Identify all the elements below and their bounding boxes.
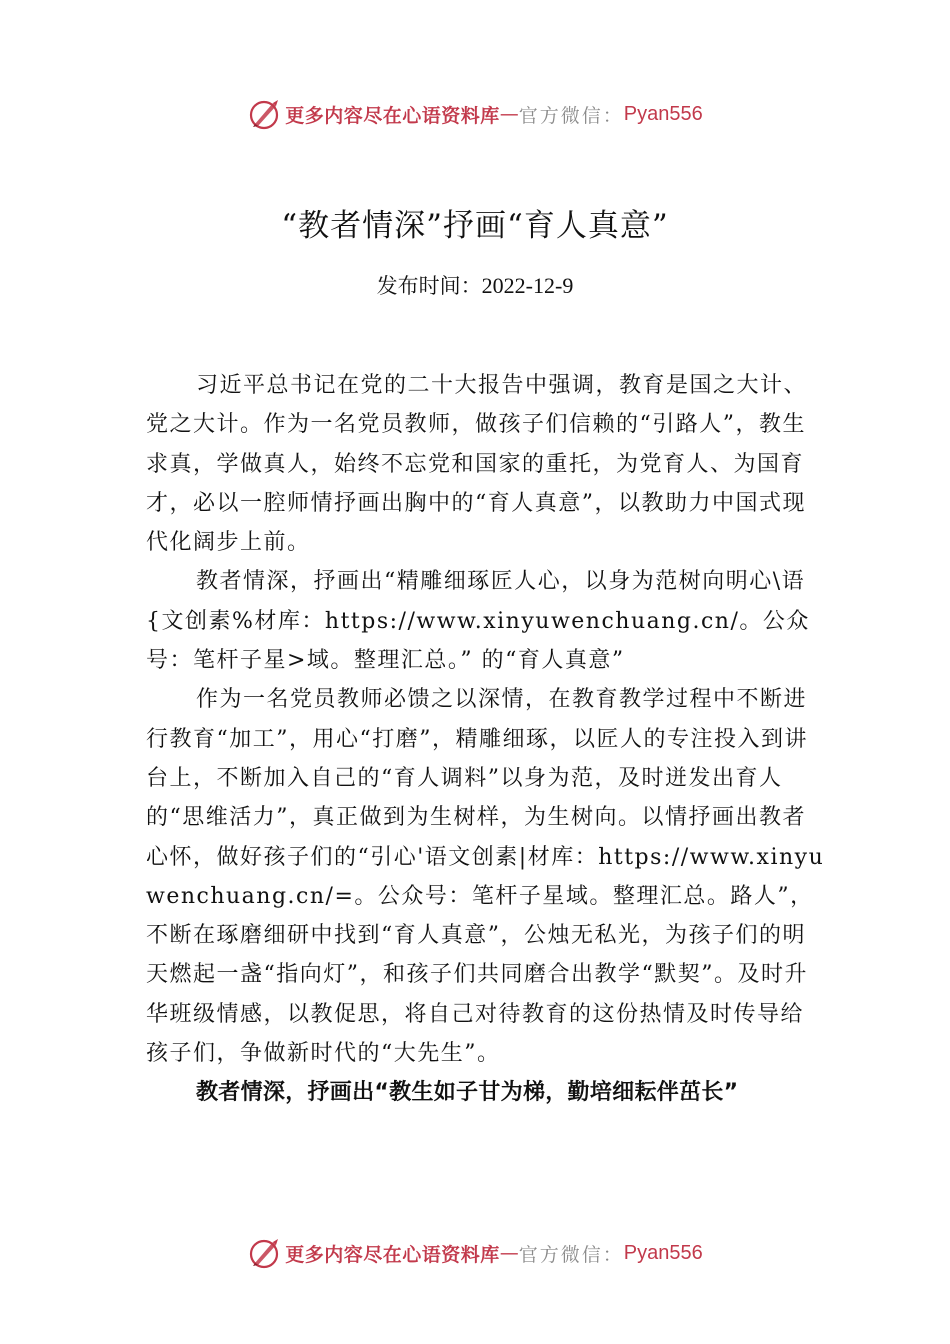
paragraph: 习近平总书记在党的二十大报告中强调，教育是国之大计、党之大计。作为一名党员教师，做孩子们信赖的“引路人”，教生求真，学做真人，始终不忘党和国家的重托，为党育人、为国育才，必以一腔师情抒画出胸中的“育人真意”，以教助力中国式现代化阔步上前。 (146, 373, 808, 556)
watermark-red-text: 更多内容尽在心语资料库 (285, 1243, 500, 1266)
paragraph: 教者情深，抒画出“精雕细琢匠人心，以身为范树向明心\语{文创素%材库：https://www.xinyuwenchuang.cn/。公众号：笔杆子星>域。整理汇总。” 的“育人真意” (146, 569, 810, 674)
watermark-red-text: 更多内容尽在心语资料库 (285, 104, 500, 127)
page-title: “教者情深”抒画“育人真意” (281, 208, 669, 244)
watermark-banner-top (0, 94, 950, 134)
watermark-wechat-label: 官方微信： (518, 104, 624, 127)
watermark-wechat-label: 官方微信： (518, 1243, 624, 1266)
quill-pen-logo-icon (247, 97, 281, 131)
quill-pen-logo-icon (247, 1236, 281, 1270)
publish-date-value: 2022-12-9 (481, 273, 574, 298)
publish-date (0, 270, 950, 300)
paragraph: 作为一名党员教师必馈之以深情，在教育教学过程中不断进行教育“加工”，用心“打磨”，精雕细琢，以匠人的专注投入到讲台上，不断加入自己的“育人调料”以身为范，及时迸发出育人的“思维活力”，真正做到为生树样，为生树向。以情抒画出教者心怀，做好孩子们的“引心'语文创素|材库：https://www.xinyuwenchuang.cn/=。公众号：笔杆子星域。整理汇总。路人”，不断在琢磨细研中找到“育人真意”，公烛无私光，为孩子们的明天燃起一盏“指向灯”，和孩子们共同磨合出教学“默契”。及时升华班级情感，以教促思，将自己对待教育的这份热情及时传导给孩子们，争做新时代的“大先生”。 (146, 687, 825, 1067)
article-body (146, 366, 826, 1113)
watermark-dash: — (499, 103, 519, 125)
watermark-wechat-id: Pyan556 (623, 1241, 703, 1264)
watermark-dash: — (499, 1242, 519, 1264)
watermark-banner-bottom (0, 1233, 950, 1273)
publish-date-label: 发布时间： (376, 274, 482, 298)
watermark-wechat-id: Pyan556 (623, 102, 703, 125)
section-heading: 教者情深，抒画出“教生如子甘为梯，勤培细耘伴茁长” (196, 1080, 739, 1106)
